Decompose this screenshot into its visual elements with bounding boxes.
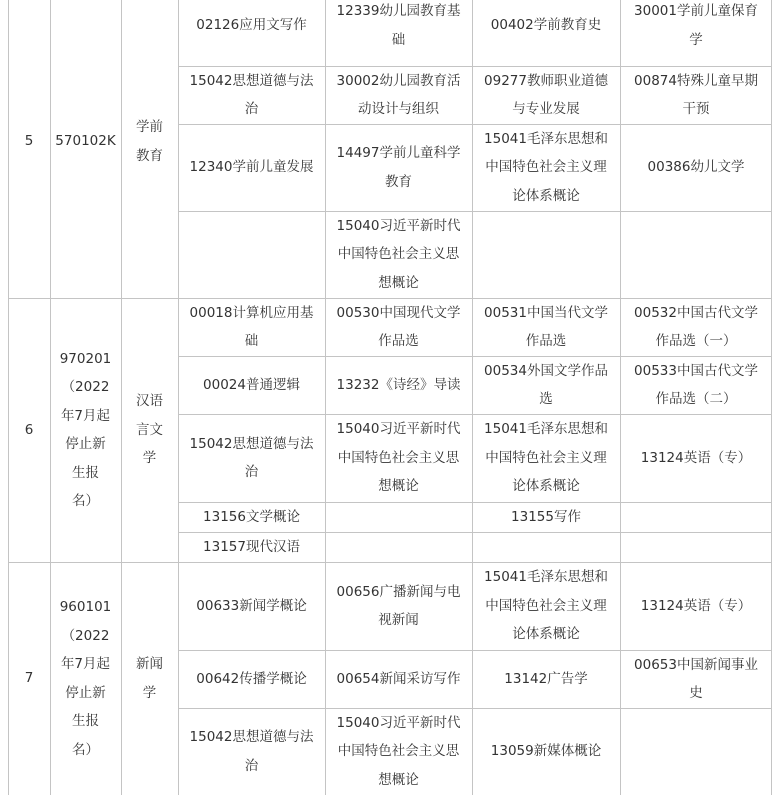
course-cell: 15042思想道德与法 治 (189, 435, 314, 480)
major-name: 汉语 言文 学 (136, 393, 163, 467)
row-divider (178, 356, 772, 357)
table-border-left (8, 0, 9, 795)
course-cell: 15041毛泽东思想和 中国特色社会主义理 论体系概论 (484, 130, 608, 204)
course-cell: 13059新媒体概论 (490, 743, 602, 760)
course-cell: 14497学前儿童科学 教育 (336, 145, 461, 190)
course-cell: 30002幼儿园教育活 动设计与组织 (336, 72, 461, 117)
course-cell: 00018计算机应用基 础 (189, 304, 314, 349)
course-cell: 00402学前教育史 (490, 17, 602, 34)
section-number: 5 (24, 133, 34, 150)
course-cell: 13124英语（专） (640, 449, 752, 466)
course-cell: 00874特殊儿童早期 干预 (634, 72, 758, 117)
course-cell: 13155写作 (511, 508, 581, 525)
course-cell: 00656广播新闻与电 视新闻 (336, 583, 461, 628)
major-name: 学前 教育 (136, 119, 163, 164)
course-cell: 00534外国文学作品 选 (484, 362, 608, 407)
course-cell: 13232《诗经》导读 (336, 376, 461, 393)
course-cell: 12339幼儿园教育基 础 (336, 3, 461, 48)
course-cell (620, 211, 772, 298)
course-cell: 13156文学概论 (203, 508, 300, 525)
course-cell: 00386幼儿文学 (647, 159, 745, 176)
course-cell: 00024普通逻辑 (203, 376, 300, 393)
row-divider (178, 414, 772, 415)
course-cell: 13142广告学 (504, 670, 588, 687)
row-divider (178, 502, 772, 503)
major-name: 新闻 学 (136, 656, 163, 701)
row-divider (178, 532, 772, 533)
course-cell: 00654新闻采访写作 (336, 670, 461, 687)
section-number: 7 (24, 670, 34, 687)
course-cell: 02126应用文写作 (196, 17, 307, 34)
row-divider (178, 211, 772, 212)
course-cell: 15040习近平新时代 中国特色社会主义思 想概论 (336, 714, 461, 788)
major-code: 960101 （2022 年7月起 停止新 生报 名） (59, 599, 112, 758)
section-divider (8, 298, 772, 299)
course-cell (472, 532, 620, 562)
column-divider (620, 0, 621, 795)
course-cell: 00532中国古代文学 作品选（一） (634, 304, 758, 349)
course-cell: 15042思想道德与法 治 (189, 729, 314, 774)
column-divider (178, 0, 179, 795)
column-divider (325, 0, 326, 795)
row-divider (178, 66, 772, 67)
course-cell: 15040习近平新时代 中国特色社会主义思 想概论 (336, 421, 461, 495)
course-cell: 00533中国古代文学 作品选（二） (634, 362, 758, 407)
course-cell (472, 211, 620, 298)
course-cell: 15040习近平新时代 中国特色社会主义思 想概论 (336, 217, 461, 291)
course-cell: 15042思想道德与法 治 (189, 72, 314, 117)
course-cell: 13124英语（专） (640, 597, 752, 614)
course-cell (325, 502, 472, 532)
course-cell: 12340学前儿童发展 (189, 159, 314, 176)
course-cell: 09277教师职业道德 与专业发展 (484, 72, 608, 117)
section-divider (8, 562, 772, 563)
course-cell: 00530中国现代文学 作品选 (336, 304, 461, 349)
course-cell: 15041毛泽东思想和 中国特色社会主义理 论体系概论 (484, 421, 608, 495)
course-cell: 30001学前儿童保育 学 (634, 3, 758, 48)
course-cell (620, 708, 772, 795)
course-cell: 13157现代汉语 (203, 538, 300, 555)
row-divider (178, 650, 772, 651)
column-divider (50, 0, 51, 795)
section-number: 6 (24, 421, 34, 438)
course-cell: 00531中国当代文学 作品选 (484, 304, 608, 349)
course-cell (178, 211, 325, 298)
course-cell: 00653中国新闻事业 史 (634, 656, 758, 701)
row-divider (178, 708, 772, 709)
course-cell: 00633新闻学概论 (196, 597, 307, 614)
course-cell (620, 532, 772, 562)
major-code: 570102K (55, 133, 116, 150)
column-divider (472, 0, 473, 795)
course-cell (620, 502, 772, 532)
course-cell: 00642传播学概论 (196, 670, 307, 687)
row-divider (178, 124, 772, 125)
column-divider (121, 0, 122, 795)
course-cell: 15041毛泽东思想和 中国特色社会主义理 论体系概论 (484, 569, 608, 643)
major-code: 970201 （2022 年7月起 停止新 生报 名） (59, 350, 112, 509)
course-cell (325, 532, 472, 562)
